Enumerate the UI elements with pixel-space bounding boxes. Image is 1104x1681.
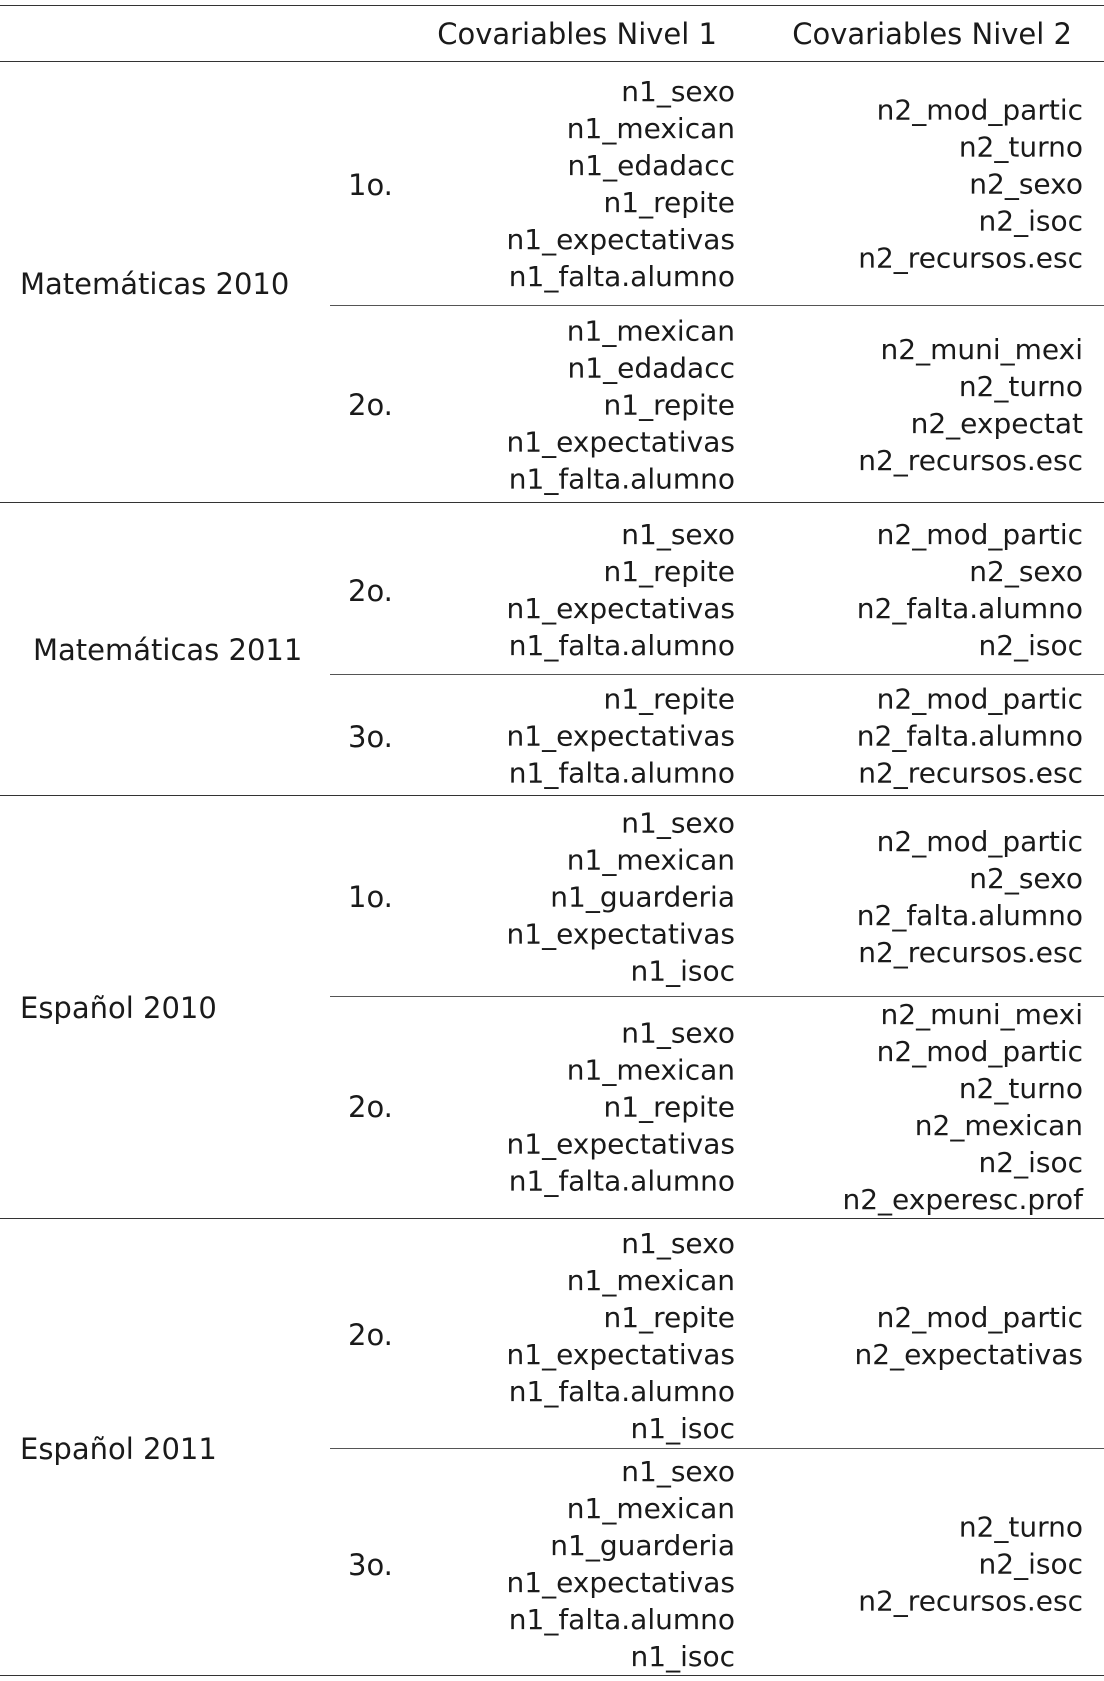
covariate: n2_turno (958, 130, 1083, 164)
row-divider (330, 305, 1104, 306)
covariate: n2_isoc (978, 204, 1083, 238)
row-divider (330, 674, 1104, 675)
nivel1-covariates (507, 516, 735, 664)
table-top-rule (0, 5, 1104, 6)
nivel2-covariates (857, 823, 1083, 971)
covariate: n2_sexo (969, 555, 1083, 588)
covariate: n1_mexican (566, 843, 735, 877)
covariate: n1_isoc (630, 1412, 735, 1445)
covariate: n1_guarderia (550, 880, 735, 914)
column-header-nivel2: Covariables Nivel 2 (792, 17, 1072, 51)
subject-label: Español 2011 (20, 1432, 217, 1466)
covariate: n1_expectativas (506, 1127, 735, 1161)
grade-label: 2o. (348, 1318, 393, 1352)
covariate: n1_guarderia (550, 1529, 735, 1562)
row-divider (330, 1448, 1104, 1449)
covariate: n1_expectativas (506, 223, 735, 256)
covariate: n1_repite (603, 1301, 735, 1334)
nivel1-covariates (507, 73, 735, 295)
covariate: n1_repite (603, 682, 735, 716)
covariate: n1_falta.alumno (508, 462, 735, 496)
nivel1-covariates (507, 805, 735, 990)
nivel1-covariates (507, 1225, 735, 1447)
covariate: n2_mod_partic (876, 1035, 1083, 1068)
table-bottom-rule (0, 1675, 1104, 1676)
covariate: n2_muni_mexi (880, 333, 1083, 366)
covariate: n1_sexo (621, 1016, 735, 1050)
covariate: n1_sexo (621, 1455, 735, 1488)
covariate: n1_expectativas (506, 425, 735, 459)
grade-label: 3o. (348, 1548, 393, 1582)
nivel2-covariates (858, 331, 1083, 479)
subject-label: Matemáticas 2011 (33, 633, 303, 667)
covariate: n2_recursos.esc (858, 1584, 1083, 1618)
covariate: n1_expectativas (506, 719, 735, 753)
covariate: n2_muni_mexi (880, 998, 1083, 1031)
covariate: n2_experesc.prof (842, 1183, 1083, 1216)
nivel1-covariates (507, 1453, 735, 1675)
covariate: n1_falta.alumno (508, 1375, 735, 1408)
nivel2-covariates (857, 516, 1083, 664)
covariate: n1_falta.alumno (508, 1603, 735, 1636)
covariate: n1_repite (603, 555, 735, 588)
covariate: n1_mexican (566, 112, 735, 145)
nivel2-covariates (858, 92, 1083, 277)
nivel2-covariates (855, 1299, 1083, 1373)
covariate: n1_sexo (621, 1227, 735, 1260)
covariate: n1_expectativas (506, 592, 735, 625)
covariate: n2_recursos.esc (858, 241, 1083, 275)
grade-label: 2o. (348, 574, 393, 608)
covariate: n1_sexo (621, 806, 735, 840)
nivel1-covariates (507, 313, 735, 498)
covariate: n2_recursos.esc (858, 444, 1083, 477)
nivel1-covariates (507, 681, 735, 792)
covariate: n2_mod_partic (876, 825, 1083, 858)
covariate: n2_isoc (978, 1146, 1083, 1179)
covariate: n2_isoc (978, 1547, 1083, 1581)
covariate: n1_falta.alumno (508, 629, 735, 662)
covariate: n2_falta.alumno (856, 899, 1083, 932)
covariate: n2_turno (958, 370, 1083, 403)
subject-label: Matemáticas 2010 (20, 267, 290, 301)
nivel2-covariates (842, 996, 1083, 1218)
covariate: n1_mexican (566, 1492, 735, 1525)
covariate: n1_isoc (630, 1640, 735, 1673)
covariate: n1_mexican (566, 1053, 735, 1087)
grade-label: 2o. (348, 388, 393, 422)
covariate: n2_mod_partic (876, 682, 1083, 716)
covariate: n1_isoc (630, 954, 735, 988)
covariate: n2_sexo (969, 167, 1083, 201)
covariate: n2_falta.alumno (856, 592, 1083, 625)
covariate: n2_sexo (969, 862, 1083, 895)
covariate: n1_falta.alumno (508, 260, 735, 293)
covariate: n1_expectativas (506, 1566, 735, 1599)
header-rule (0, 61, 1104, 62)
covariate: n2_recursos.esc (858, 936, 1083, 969)
covariate: n1_mexican (566, 1264, 735, 1297)
nivel1-covariates (507, 1015, 735, 1200)
grade-label: 2o. (348, 1090, 393, 1124)
covariate: n2_turno (958, 1510, 1083, 1544)
covariate: n1_sexo (621, 518, 735, 551)
covariate: n1_repite (603, 1090, 735, 1124)
group-divider (0, 1218, 1104, 1219)
group-divider (0, 795, 1104, 796)
covariate: n2_isoc (978, 629, 1083, 662)
covariate: n2_turno (958, 1072, 1083, 1105)
covariate: n2_mod_partic (876, 93, 1083, 127)
covariate: n2_mod_partic (876, 518, 1083, 551)
covariate: n1_sexo (621, 75, 735, 108)
covariate: n2_expectativas (854, 1338, 1083, 1371)
subject-label: Español 2010 (20, 991, 217, 1025)
covariate: n2_mod_partic (876, 1301, 1083, 1334)
covariate: n2_recursos.esc (858, 756, 1083, 790)
nivel2-covariates (858, 1509, 1083, 1620)
grade-label: 1o. (348, 168, 393, 202)
group-divider (0, 502, 1104, 503)
grade-label: 3o. (348, 720, 393, 754)
covariate: n2_falta.alumno (856, 719, 1083, 753)
covariate: n1_repite (603, 388, 735, 422)
covariate: n1_repite (603, 186, 735, 219)
covariate: n2_mexican (914, 1109, 1083, 1142)
covariate: n1_expectativas (506, 917, 735, 951)
column-header-nivel1: Covariables Nivel 1 (437, 17, 717, 51)
covariate: n1_edadacc (567, 149, 735, 182)
covariate: n1_expectativas (506, 1338, 735, 1371)
grade-label: 1o. (348, 880, 393, 914)
nivel2-covariates (857, 681, 1083, 792)
covariate: n1_falta.alumno (508, 1164, 735, 1198)
covariate: n1_edadacc (567, 351, 735, 385)
covariate: n1_falta.alumno (508, 756, 735, 790)
covariate: n2_expectat (910, 407, 1083, 440)
covariate: n1_mexican (566, 314, 735, 348)
